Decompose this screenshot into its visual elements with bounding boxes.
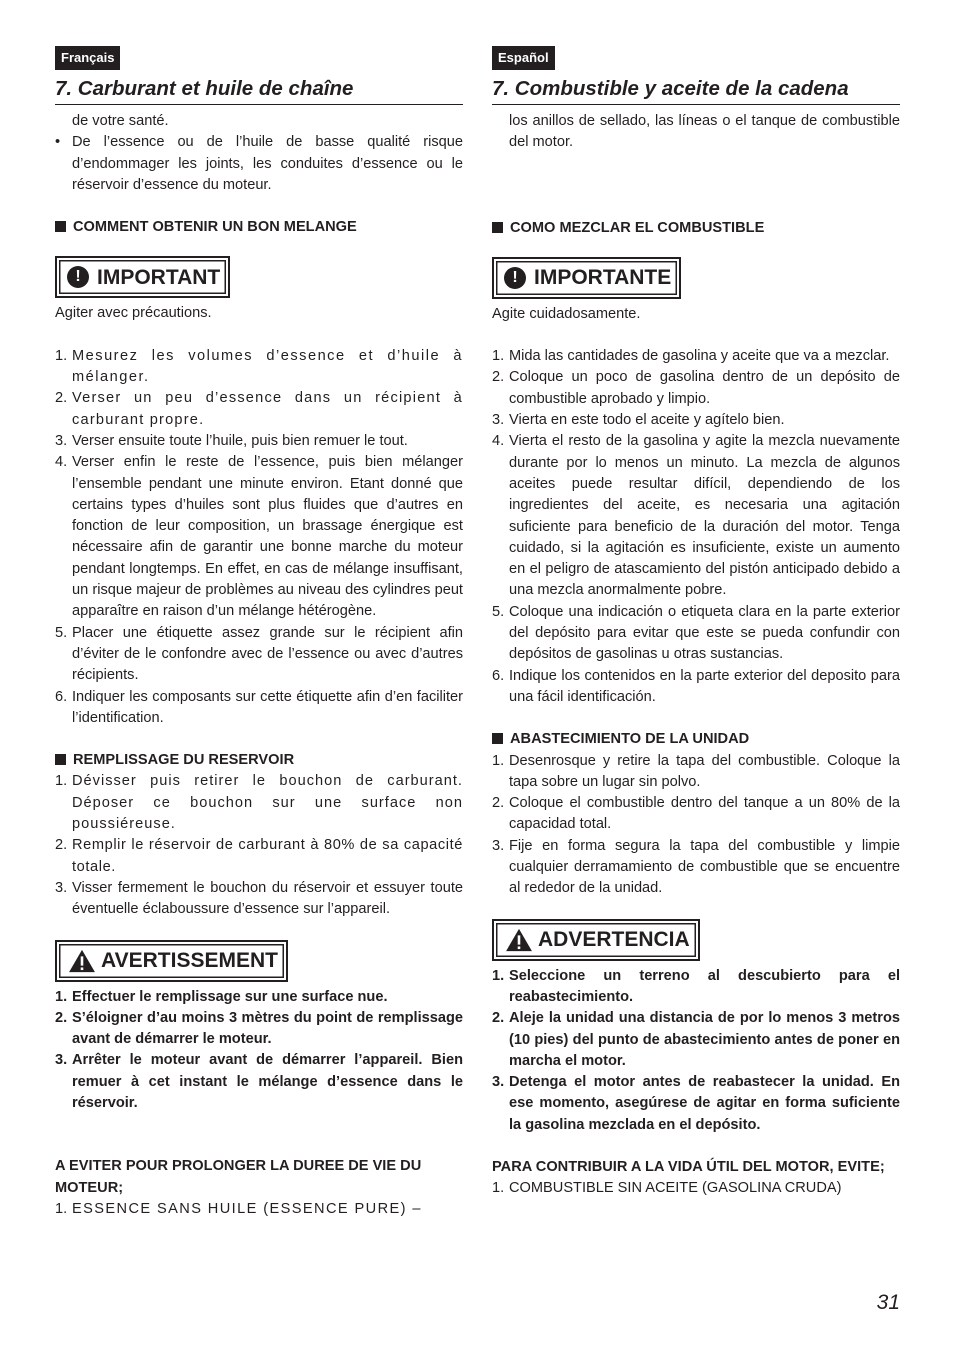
list-item: 3. Detenga el motor antes de reabastecer la unidad. En ese momento, asegúrese de agitar en forma suficiente la gasolina mezclada en el depósito. — [492, 1074, 900, 1133]
intro-continuation-es: los anillos de sellado, las líneas o el tanque de combustible del motor. — [509, 113, 900, 151]
list-item: 1. COMBUSTIBLE SIN ACEITE (GASOLINA CRUDA) — [492, 1180, 842, 1197]
warning-label: ADVERTENCIA — [538, 927, 690, 951]
list-item: 6. Indique los contenidos en la parte exterior del deposito para una fácil identificación. — [492, 667, 900, 705]
list-item: 1. Mida las cantidades de gasolina y aceite que va a mezclar. — [492, 348, 890, 365]
list-item: 1. Dévisser puis retirer le bouchon de carburant. Déposer ce bouchon sur une surface non poussiéreuse. — [55, 773, 463, 833]
list-item: 5. Placer une étiquette assez grande sur le récipient afin d’éviter de le confondre avec de l’essence ou avec d’autres récipients. — [55, 624, 463, 684]
important-text-fr: Agiter avec précautions. — [55, 305, 212, 322]
warning-label: AVERTISSEMENT — [101, 948, 278, 972]
section-title-fr: 7. Carburant et huile de chaîne — [55, 77, 463, 105]
list-item: 2. Aleje la unidad una distancia de por lo menos 3 metros (10 pies) del punto de abastecimiento antes de poner en marcha el motor. — [492, 1010, 900, 1069]
exclamation-circle-icon: ! — [67, 266, 89, 288]
square-bullet-icon — [55, 754, 66, 765]
language-tag-fr: Français — [55, 46, 120, 70]
important-label: IMPORTANTE — [534, 266, 672, 290]
list-item: 6. Indiquer les composants sur cette étiquette afin d’en faciliter l’identification. — [55, 688, 463, 726]
page-number: 31 — [876, 1291, 900, 1314]
list-item: 3. Vierta en este todo el aceite y agítelo bien. — [492, 412, 785, 429]
mixing-steps-es — [492, 346, 900, 708]
list-item: 1. Seleccione un terreno al descubierto para el reabastecimiento. — [492, 967, 900, 1005]
section-heading-refuel-fr: REMPLISSAGE DU RESERVOIR — [55, 750, 463, 771]
list-item: 1. Effectuer le remplissage sur une surface nue. — [55, 988, 388, 1005]
section-heading-refuel-es: ABASTECIMIENTO DE LA UNIDAD — [492, 729, 900, 750]
list-item: 2. Verser un peu d’essence dans un récipient à carburant propre. — [55, 390, 463, 428]
bullet-mark: • — [55, 134, 61, 151]
avoid-heading-fr: A EVITER POUR PROLONGER LA DUREE DE VIE DU MOTEUR; — [55, 1158, 422, 1196]
important-box-fr — [55, 256, 463, 298]
square-bullet-icon — [492, 222, 503, 233]
spanish-column — [492, 46, 900, 1200]
list-item: 3. Visser fermement le bouchon du réservoir et essuyer toute éventuelle éclaboussure d’essence sur l’appareil. — [55, 879, 463, 918]
list-item: 2. Coloque el combustible dentro del tanque a un 80% de la capacidad total. — [492, 795, 900, 833]
important-box-es — [492, 257, 900, 299]
list-item: 3. Verser ensuite toute l’huile, puis bien remuer le tout. — [55, 432, 408, 449]
square-bullet-icon — [492, 733, 503, 744]
bullet-item-fr — [55, 132, 463, 196]
warning-box-es — [492, 919, 900, 961]
warning-box-fr — [55, 940, 463, 982]
section-title-es: 7. Combustible y aceite de la cadena — [492, 77, 900, 105]
list-item: 1. ESSENCE SANS HUILE (ESSENCE PURE) – — [55, 1200, 422, 1217]
avoid-heading-es: PARA CONTRIBUIR A LA VIDA ÚTIL DEL MOTOR, EVITE; — [492, 1158, 885, 1175]
warning-steps-fr — [55, 987, 463, 1115]
list-item: 2. S’éloigner d’au moins 3 mètres du point de remplissage avant de démarrer le moteur. — [55, 1009, 463, 1048]
refuel-steps-es — [492, 751, 900, 900]
list-item: 1. Desenrosque y retire la tapa del combustible. Coloque la tapa sobre un lugar sin polvo. — [492, 752, 900, 790]
list-item: 3. Arrêter le moteur avant de démarrer l’appareil. Bien remuer à cet instant le mélange d’essence dans le réservoir. — [55, 1052, 463, 1111]
language-tag-es: Español — [492, 46, 555, 70]
list-item: 4. Verser enfin le reste de l’essence, puis bien mélanger l’ensemble pendant une minute environ. Etant donné que certains types d’huiles sont plus fluides que d’autres en fonction de leur composition, un brassage énergique est nécessaire afin de garantir une bonne marche du moteur pendant longtemps. En effet, en cas de mélange insuffisant, un risque majeur de problèmes au niveau des cylindres peut apparaître en raison d’un mélange hétérogène. — [55, 454, 463, 620]
list-item: 2. Coloque un poco de gasolina dentro de un depósito de combustible aprobado y limpio. — [492, 369, 900, 407]
important-text-es: Agite cuidadosamente. — [492, 305, 641, 322]
refuel-steps-fr — [55, 771, 463, 920]
intro-continuation-fr: de votre santé. — [72, 113, 169, 129]
bullet-text: De l’essence ou de l’huile de basse qualité risque d’endommager les joints, les conduites d’essence ou le réservoir d’essence du moteur. — [72, 134, 463, 193]
exclamation-circle-icon: ! — [504, 267, 526, 289]
section-heading-mixing-es: COMO MEZCLAR EL COMBUSTIBLE — [492, 218, 900, 239]
list-item: 1. Mesurez les volumes d’essence et d’huile à mélanger. — [55, 347, 463, 386]
warning-triangle-icon — [504, 928, 534, 952]
list-item: 2. Remplir le réservoir de carburant à 80% de sa capacité totale. — [55, 837, 463, 875]
french-column — [55, 46, 463, 1220]
list-item: 3. Fije en forma segura la tapa del combustible y limpie cualquier derramamiento de combustible que se encuentre al rededor de la unidad. — [492, 837, 900, 897]
avoid-list-fr — [55, 1199, 463, 1220]
avoid-list-es — [492, 1178, 900, 1199]
section-heading-mixing-fr: COMMENT OBTENIR UN BON MELANGE — [55, 217, 463, 238]
square-bullet-icon — [55, 221, 66, 232]
warning-steps-es — [492, 966, 900, 1136]
warning-triangle-icon — [67, 949, 97, 973]
list-item: 5. Coloque una indicación o etiqueta clara en la parte exterior del depósito para evitar que este se pueda confundir con depósitos de gasolinas u otras sustancias. — [492, 603, 900, 663]
list-item: 4. Vierta el resto de la gasolina y agite la mezcla nuevamente durante por lo menos un minuto. La mezcla de algunos aceites puede resultar difícil, dependiendo de los ingredientes del aceite, es necesaria una agitación suficiente para beneficio de la duración del motor. Tenga cuidado, si la agitación es insuficiente, existe un aumento en el peligro de atascamiento del pistón anticipado debido a una mezcla anormalmente pobre. — [492, 433, 900, 599]
important-label: IMPORTANT — [97, 265, 221, 289]
mixing-steps-fr — [55, 346, 463, 729]
